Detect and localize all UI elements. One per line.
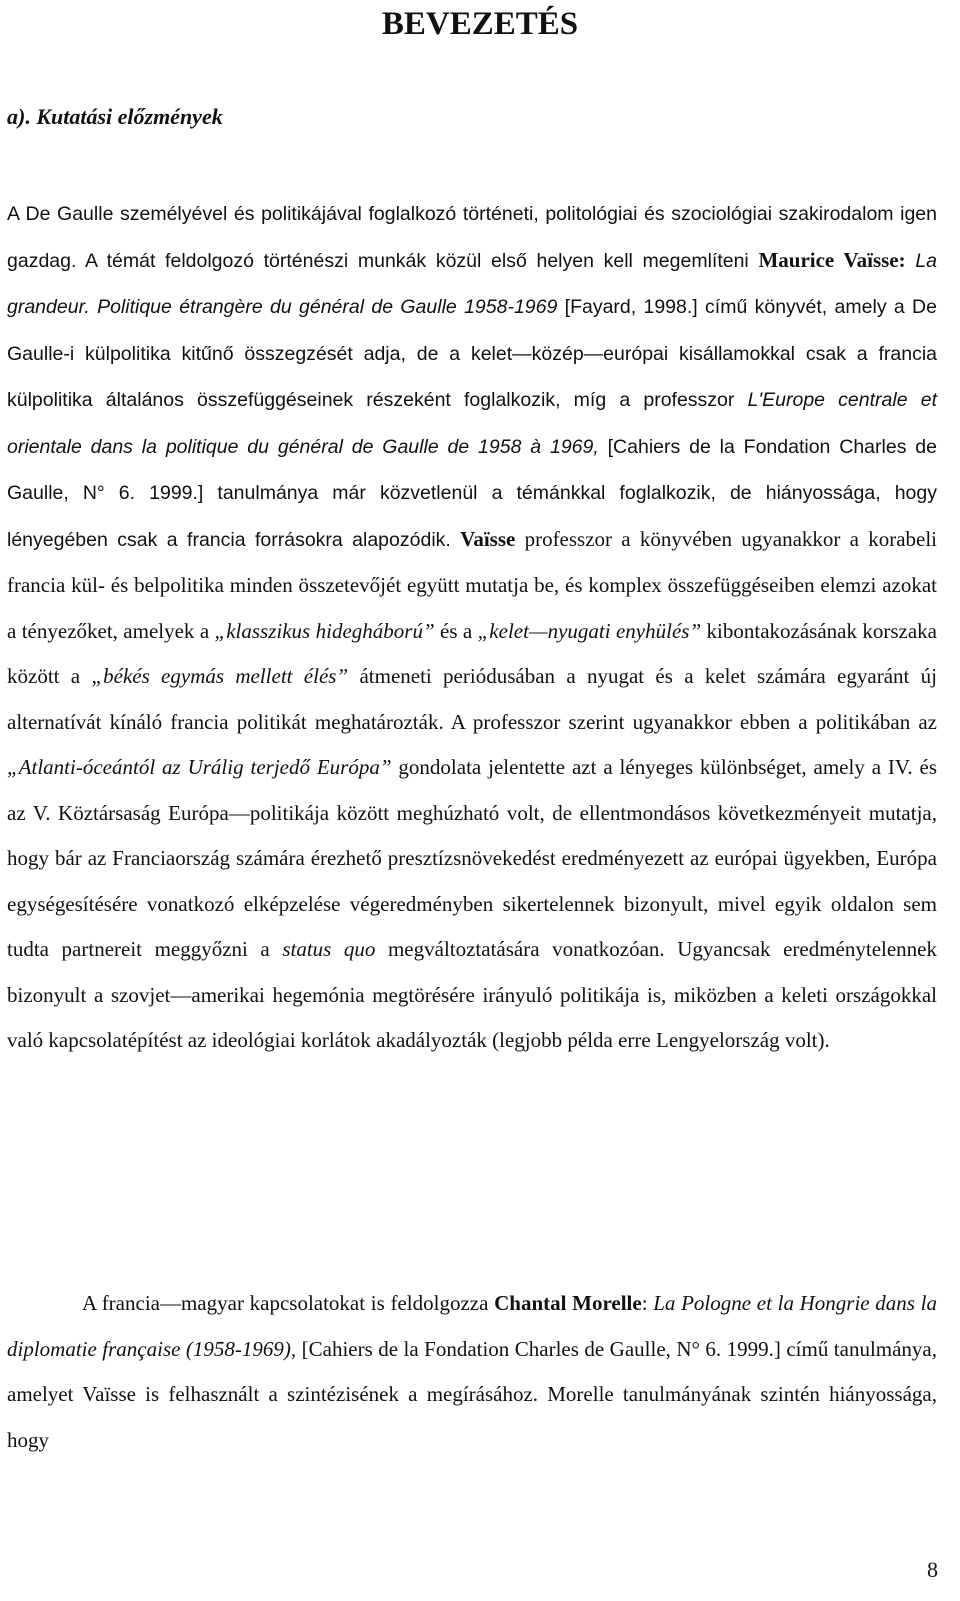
paragraph-1 [7, 191, 937, 1064]
book-title-grandeur: La grandeur. Politique étrangère du général de Gaulle 1958-1969 [7, 249, 938, 318]
p1-space [906, 250, 916, 272]
p1-text: gondolata jelentette azt a lényeges különbséget, amely a IV. és az V. Köztársaság Európa—politikája között meghúzható volt, de ellentmondásos következményeit mutatja, hogy bár az Franciaország számára érezhető presztízsnövekedést eredményezett az európai ügyekben, Európa egységesítésére vonatkozó elképzelése végeredményben sikertelennek bizonyult, mivel egyik oldalon sem tudta partnereit meggyőzni a [7, 755, 937, 961]
p1-text: [Cahiers de la Fondation Charles de Gaulle, N° 6. 1999.] tanulmánya már közvetlenül a témánkkal foglalkozik, de hiányossága, hogy lényegében csak a francia forrásokra alapozódik. [7, 435, 937, 551]
author-morelle: Chantal Morelle [494, 1291, 642, 1315]
study-title-pologne: La Pologne et la Hongrie dans la diplomatie française (1958-1969), [7, 1291, 937, 1361]
term-status-quo: status quo [282, 937, 376, 961]
quote-detente: „kelet—nyugati enyhülés” [477, 618, 702, 643]
page-number: 8 [927, 1557, 938, 1582]
quote-classic-cold-war: „klasszikus hidegháború” [214, 618, 435, 643]
quote-atlantic-ural: „Atlanti-óceántól az Urálig terjedő Európa” [7, 755, 392, 779]
p1-text: megváltoztatására vonatkozóan. Ugyancsak eredménytelennek bizonyult a szovjet—amerikai hegemónia megtörésére irányuló politikája is, miközben a keleti országokkal való kapcsolatépítést az ideológiai korlátok akadályozták (legjobb példa erre Lengyelország volt). [7, 937, 938, 1052]
page-title: BEVEZETÉS [381, 6, 579, 42]
p1-text: A De Gaulle személyével és politikájával foglalkozó történeti, politológiai és szociológiai szakirodalom igen gazdag. A témát feldolgozó történészi munkák közül első helyen kell megemlíteni [7, 203, 937, 272]
p1-text: és a [434, 618, 478, 643]
study-title-europe: L'Europe centrale et orientale dans la politique du général de Gaulle de 1958 à 1969, [7, 389, 937, 458]
p1-text: átmeneti periódusában a nyugat és a kelet számára egyaránt új alternatívát kínáló francia politikát meghatározták. A professzor szerint ugyanakkor ebben a politikában az [7, 664, 937, 734]
p1-space [451, 527, 460, 551]
p1-text: kibontakozásának korszaka között a [7, 618, 937, 688]
p2-text: [Cahiers de la Fondation Charles de Gaulle, N° 6. 1999.] című tanulmánya, amelyet Vaïsse is felhasznált a szintézisének a megírásához. Morelle tanulmányának szintén hiányossága, hogy [7, 1336, 937, 1452]
quote-coexistence: „békés egymás mellett élés” [91, 664, 349, 688]
p2-text: : [641, 1291, 654, 1315]
section-heading: a). Kutatási előzmények [7, 104, 223, 129]
p2-text: A francia—magyar kapcsolatokat is feldolgozza [82, 1291, 495, 1315]
author-vaisse-mention: Vaïsse [460, 526, 516, 551]
author-vaisse: Maurice Vaïsse: [758, 247, 906, 272]
p1-text: professzor a könyvében ugyanakkor a korabeli francia kül- és belpolitika minden összetevőjét együtt mutatja be, és komplex összefüggéseiben elemzi azokat a tényezőket, amelyek a [7, 526, 938, 643]
paragraph-2 [7, 1281, 937, 1463]
p1-text: [Fayard, 1998.] című könyvét, amely a De Gaulle-i külpolitika kitűnő összegzését adja, de a kelet—közép—európai kisállamokkal csak a francia külpolitika általános összefüggéseinek részeként foglalkozik, míg a professzor [7, 296, 937, 411]
